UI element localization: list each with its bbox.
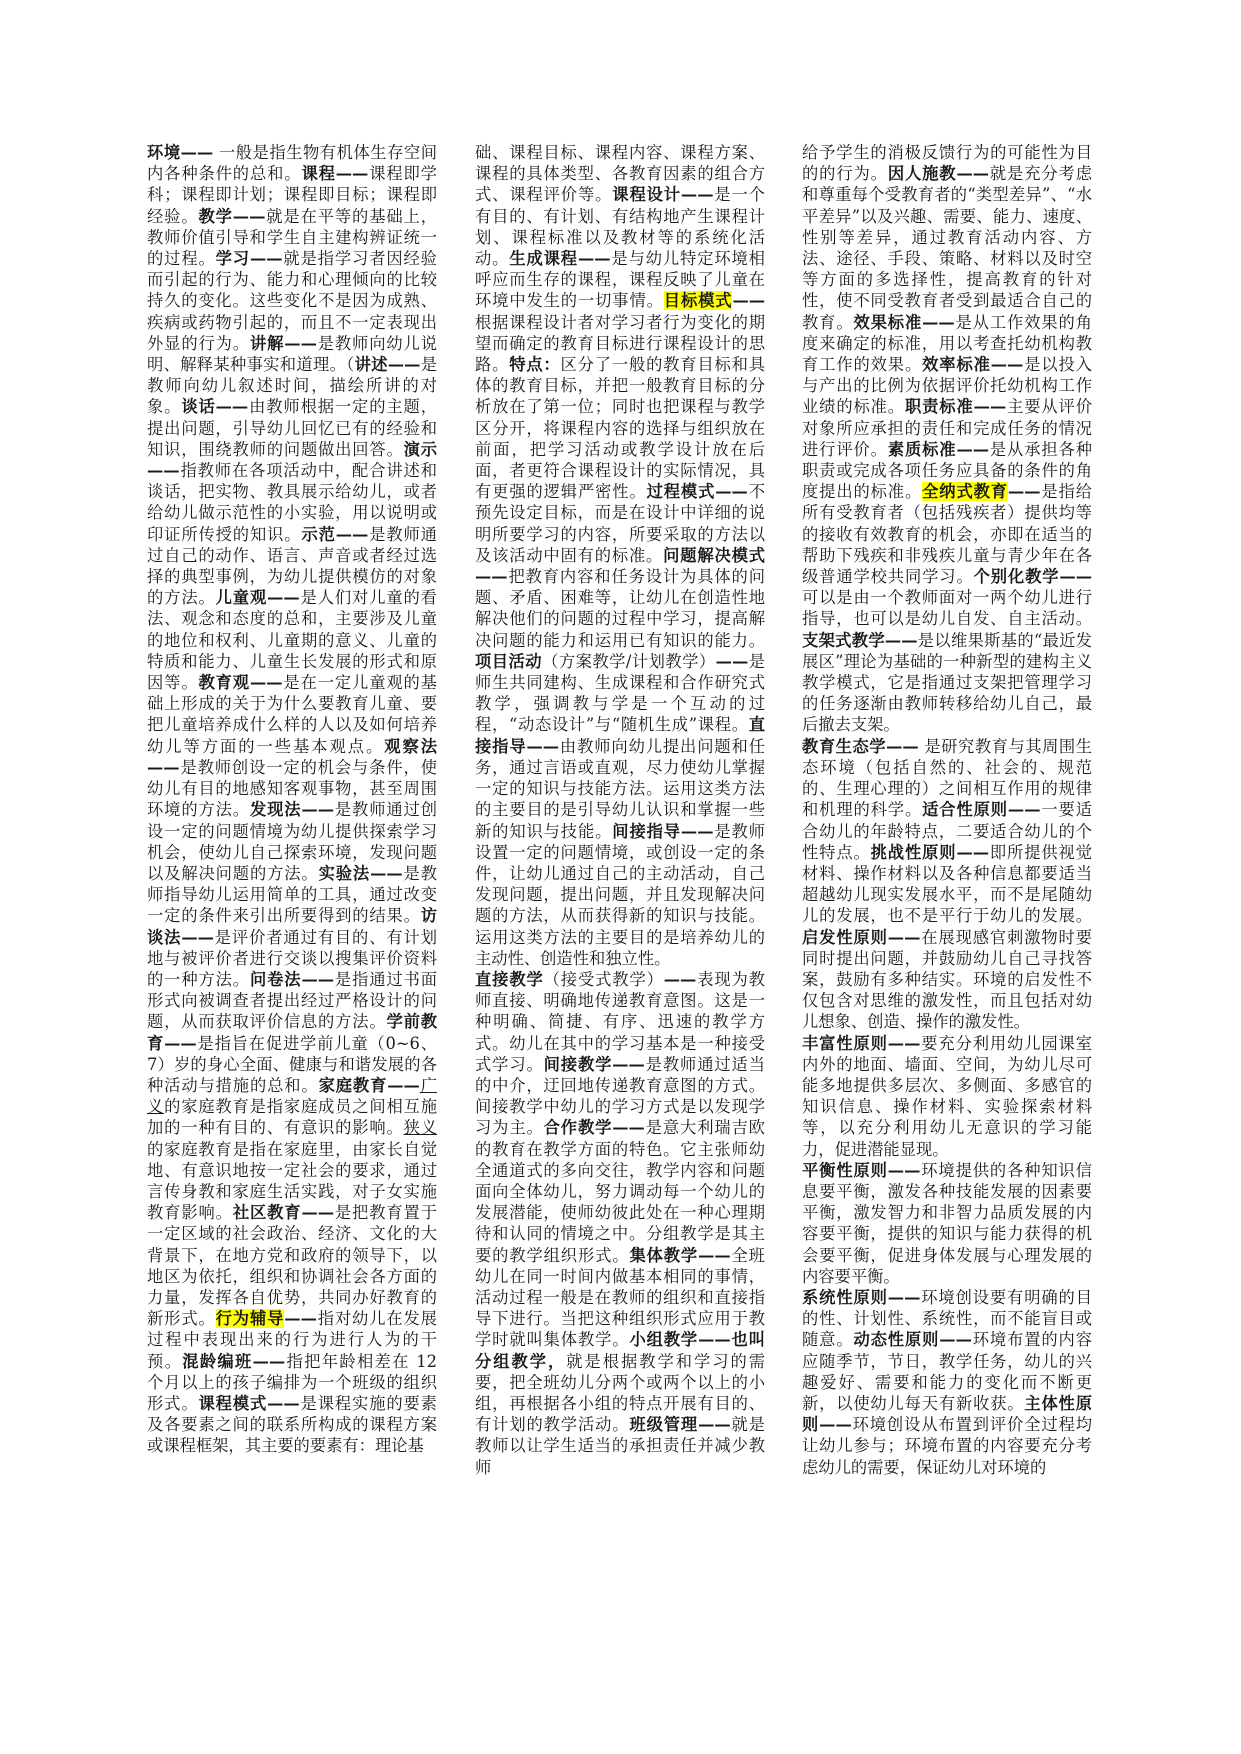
text-run: 把教育内容和任务设计为具体的问题、矛盾、困难等，让幼儿在创造性地解决他们的问题的过程中学习，提高解决问题的能力和运用已有知识的能力。 — [475, 567, 765, 650]
term-label: 教育观—— — [198, 673, 283, 693]
term-label: 直接教学 — [475, 969, 544, 989]
paragraph — [802, 1033, 1092, 1160]
highlighted-term: 目标模式 — [663, 291, 733, 311]
text-run: 表现为教师直接、明确地传递教育意图。这是一种明确、简捷、有序、迅速的教学方式。幼儿在其中的学习基本是一种接受式学习。 — [475, 969, 765, 1074]
term-label: 谈话—— — [181, 397, 249, 417]
term-label: 教育生态学—— — [802, 736, 919, 756]
term-label: —— — [715, 651, 749, 671]
text-run: 是指旨在促进学前儿童（0~6、7）岁的身心全面、健康与和谐发展的各种活动与措施的总和。 — [147, 1033, 437, 1095]
term-label: 挑战性原则—— — [870, 842, 990, 862]
text-run: 是指通过书面形式向被调查者提出经过严格设计的问题，从而获取评价信息的方法。 — [147, 969, 437, 1032]
text-run: 指把年龄相差在 12 个月以上的孩子编排为一个班级的组织形式。 — [147, 1351, 437, 1413]
term-label: 问卷法—— — [249, 969, 335, 989]
term-label: 访谈法—— — [147, 906, 437, 947]
term-label: 职责标准—— — [904, 397, 1007, 417]
term-label: 社区教育—— — [232, 1203, 335, 1223]
text-run: 要充分利用幼儿园课室内外的地面、墙面、空间，为幼儿尽可能多地提供多层次、多侧面、多感官的知识信息、操作材料、实验探索材料等，以充分利用幼儿无意识的学习能力，促进潜能显现。 — [802, 1033, 1092, 1159]
text-run: （方案教学/计划教学） — [542, 651, 716, 671]
term-label: 生成课程—— — [509, 249, 611, 269]
term-label: 观察法—— — [147, 736, 437, 777]
text-run: 是教师通过自己的动作、语言、声音或者经过选择的典型事例，为幼儿提供模仿的对象的方法。 — [147, 524, 437, 608]
term-label: 课程设计—— — [612, 185, 714, 205]
paragraph — [802, 142, 1092, 736]
term-label: 实验法—— — [318, 863, 403, 883]
text-run: 是师生共同建构、生成课程和合作研究式教学，强调教与学是一个互动的过程，“动态设计”与“随机生成”课程。 — [475, 651, 765, 735]
paragraph — [802, 1287, 1092, 1478]
paragraph — [802, 736, 1092, 1033]
text-run: 一要适合幼儿的年龄特点，二要适合幼儿的个性特点。 — [802, 800, 1092, 862]
term-label: 适合性原则—— — [922, 800, 1041, 820]
text-run: 是教师通过创设一定的问题情境为幼儿提供探索学习机会，使幼儿自己探索环境，发现问题以及解决问题的方法。 — [147, 800, 437, 883]
term-label: —— — [284, 1309, 317, 1329]
term-label: 间接指导—— — [612, 821, 714, 841]
term-label: 素质标准—— — [887, 439, 990, 459]
term-label: 学前教育—— — [147, 1012, 437, 1053]
underlined-text: 广义 — [147, 1075, 437, 1117]
term-label: 环境—— — [147, 143, 214, 162]
paragraph — [147, 142, 437, 1457]
term-label: 演示—— — [147, 439, 437, 481]
text-run: 的家庭教育是指在家庭里，由家长自觉地、有意识地按一定社会的要求，通过言传身教和家庭生活实践，对子女实施教育影响。 — [147, 1139, 437, 1223]
text-run: 即所提供视觉材料、操作材料以及各种信息都要适当超越幼儿现实发展水平，而不是尾随幼儿的发展，也不是平行于幼儿的发展。 — [802, 842, 1092, 926]
text-run: 础、课程目标、课程内容、课程方案、课程的具体类型、各教育因素的组合方式、课程评价等。 — [475, 143, 765, 205]
term-label: 集体教学—— — [629, 1245, 731, 1265]
text-run: 是教师指导幼儿运用简单的工具，通过改变一定的条件来引出所要得到的结果。 — [147, 863, 437, 926]
text-run: 环境创设从布置到评价全过程均让幼儿参与；环境布置的内容要充分考虑幼儿的需要，保证幼儿对环境的 — [802, 1415, 1092, 1477]
term-label: 发现法—— — [249, 800, 335, 820]
text-run: 可以是由一个教师面对一两个幼儿进行指导，也可以是幼儿自发、自主活动。 — [802, 588, 1092, 629]
term-label: 过程模式—— — [646, 482, 748, 502]
text-run: 是从承担各种职责或完成各项任务应具备的条件的角度提出的标准。 — [802, 439, 1092, 502]
term-label: 动态性原则—— — [853, 1330, 972, 1350]
text-run: 环境布置的内容应随季节，节日，教学任务，幼儿的兴趣爱好、需要和能力的变化而不断更新，以使幼儿每天有新收获。 — [802, 1330, 1092, 1413]
term-label: 班级管理—— — [629, 1415, 731, 1435]
text-run: 是人们对儿童的看法、观念和态度的总和，主要涉及儿童的地位和权利、儿童期的意义、儿童的特质和能力、儿童生长发展的形式和原因等。 — [147, 588, 437, 693]
paragraph — [802, 1160, 1092, 1287]
text-run: 是课程实施的要素及各要素之间的联系所构成的课程方案或课程框架，其主要的要素有：理论基 — [147, 1393, 437, 1456]
text-column-2 — [475, 142, 765, 1478]
text-run: 是教师向幼儿叙述时间，描绘所讲的对象。 — [147, 355, 437, 417]
text-run: 就是根据教学和学习的需要，把全班幼儿分两个或两个以上的小组，再根据各小组的特点开展有目的、有计划的教学活动。 — [475, 1351, 765, 1435]
text-run: 是一个有目的、有计划、有结构地产生课程计划、课程标准以及教材等的系统化活动。 — [475, 185, 765, 269]
text-run: 指对幼儿在发展过程中表现出来的行为进行人为的干预。 — [147, 1309, 437, 1371]
term-label: 课程模式—— — [198, 1393, 300, 1413]
term-label: 儿童观—— — [215, 588, 300, 608]
text-column-1 — [147, 142, 437, 1457]
highlighted-term: 全纳式教育 — [922, 482, 1008, 502]
text-run: 全班幼儿在同一时间内做基本相同的事情，活动过程一般是在教师的组织和直接指导下进行。当把这种组织形式应用于教学时就叫集体教学。 — [475, 1245, 765, 1350]
term-label: 主体性原则—— — [802, 1393, 1092, 1435]
term-label: 直接指导—— — [475, 715, 765, 756]
text-run: 指教师在各项活动中，配合讲述和谈话，把实物、教具展示给幼儿，或者给幼儿做示范性的小实验，用以说明或印证所传授的知识。 — [147, 461, 437, 544]
term-label: 学习—— — [215, 249, 283, 269]
text-run: 不预先设定目标，而是在设计中详细的说明所要学习的内容，所要采取的方法以及该活动中固有的标准。 — [475, 482, 765, 565]
paragraph — [475, 969, 765, 1478]
text-run: 一般是指生物有机体生存空间内各种条件的总和。 — [147, 143, 437, 184]
text-run: 是评价者通过有目的、有计划地与被评价者进行交谈以搜集评价资料的一种方法。 — [147, 927, 437, 989]
term-label: 特点： — [509, 355, 561, 375]
text-run: 是教师通过适当的中介，迂回地传递教育意图的方式。间接教学中幼儿的学习方式是以发现学习为主。 — [475, 1054, 765, 1138]
term-label: 混龄编班—— — [182, 1351, 286, 1371]
text-run: 的家庭教育是指家庭成员之间相互施加的一种有目的、有意识的影响。 — [147, 1097, 437, 1138]
text-run: 是把教育置于一定区域的社会政治、经济、文化的大背景下，在地方党和政府的领导下，以地区为依托，组织和协调社会各方面的力量，发挥各自优势，共同办好教育的新形式。 — [147, 1203, 437, 1329]
text-run: 环境创设要有明确的目的性、计划性、系统性，而不能盲目或随意。 — [802, 1287, 1092, 1350]
term-label: 系统性原则—— — [802, 1287, 921, 1307]
text-run: 由教师向幼儿提出问题和任务，通过言语或直观，尽力使幼儿掌握一定的知识与技能方法。运用这类方法的主要目的是引导幼儿认识和掌握一些新的知识与技能。 — [475, 736, 765, 841]
term-label: 支架式教学—— — [802, 630, 918, 650]
term-label: 教学—— — [198, 206, 266, 226]
text-run: 是从工作效果的角度来确定的标准，用以考查托幼机构教育工作的效果。 — [802, 312, 1092, 375]
text-run: 在展现感官刺激物时要同时提出问题，并鼓励幼儿自己寻找答案，鼓励有多种结实。环境的启发性不仅包含对思维的激发性，而且包括对幼儿想象、创造、操作的激发性。 — [802, 927, 1092, 1032]
text-run: 是教师创设一定的机会与条件，使幼儿有目的地感知客观事物，甚至周围环境的方法。 — [147, 757, 437, 820]
text-run: 区分了一般的教育目标和具体的教育目标，并把一般教育目标的分析放在了第一位；同时也把课程与教学区分开，将课程内容的选择与组织放在前面，把学习活动或教学设计放在后面，者更符合课程设计的实际情况，具有更强的逻辑严密性。 — [475, 355, 765, 502]
term-label: 家庭教育—— — [318, 1075, 420, 1095]
text-run: 给予学生的消极反馈行为的可能性为目的的行为。 — [802, 143, 1092, 184]
text-run: 就是充分考虑和尊重每个受教育者的“类型差异”、“水平差异”以及兴趣、需要、能力、速度、性别等差异，通过教育活动内容、方法、途径、手段、策略、材料以及时空等方面的多选择性，提高教育的针对性，使不同受教育者受到最适合自己的教育。 — [802, 164, 1092, 332]
text-run: 根据课程设计者对学习者行为变化的期望而确定的教育目标进行课程设计的思路。 — [475, 312, 765, 375]
term-label: 讲解—— — [249, 333, 317, 353]
term-label: 讲述—— — [354, 355, 421, 375]
term-label: 个别化教学—— — [973, 567, 1092, 587]
text-run: 是以投入与产出的比例为依据评价托幼机构工作业绩的标准。 — [802, 355, 1092, 417]
term-label: 示范—— — [301, 524, 369, 544]
term-label: 启发性原则—— — [802, 927, 921, 947]
term-label: 间接教学—— — [543, 1054, 645, 1074]
term-label: 效率标准—— — [922, 355, 1024, 375]
text-run: 是在一定儿童观的基础上形成的关于为什么要教育儿童、要把儿童培养成什么样的人以及如何培养幼儿等方面的一些基本观点。 — [147, 673, 437, 756]
paragraph — [475, 142, 765, 969]
term-label: 丰富性原则—— — [802, 1033, 921, 1053]
text-run: 是以维果斯基的“最近发展区”理论为基础的一种新型的建构主义教学模式，它是指通过支架把管理学习的任务逐渐由教师转移给幼儿自己，最后撤去支架。 — [802, 630, 1092, 735]
term-label: 项目活动 — [475, 651, 543, 671]
text-run: 就是指学习者因经验而引起的行为、能力和心理倾向的比较持久的变化。这些变化不是因为成熟、疾病或药物引起的，而且不一定表现出外显的行为。 — [147, 249, 437, 353]
text-run: （接受式教学） — [543, 969, 664, 989]
highlighted-term: 行为辅导 — [215, 1309, 285, 1329]
text-run: 主要从评价对象所应承担的责任和完成任务的情况进行评价。 — [802, 397, 1092, 459]
text-run: 是意大利瑞吉欧的教育在教学方面的特色。它主张师幼全通道式的多向交往，教学内容和问题面向全体幼儿，努力调动每一个幼儿的发展潜能，使师幼彼此处在一种心理期待和认同的情境之中。分组教学是其主要的教学组织形式。 — [475, 1118, 765, 1265]
text-run: 是教师向幼儿说明、解释某种事实和道理。（ — [147, 333, 437, 375]
text-run: 环境提供的各种知识信息要平衡，激发各种技能发展的因素要平衡，激发智力和非智力品质发展的内容要平衡，提供的知识与能力获得的机会要平衡，促进身体发展与心理发展的内容要平衡。 — [802, 1160, 1092, 1286]
text-run: 由教师根据一定的主题，提出问题，引导幼儿回忆已有的经验和知识，围绕教师的问题做出回答。 — [147, 397, 437, 459]
term-label: —— — [1007, 482, 1041, 502]
term-label: 问题解决模式—— — [475, 545, 765, 587]
text-run: 就是教师以让学生适当的承担责任并减少教师 — [475, 1415, 765, 1477]
underlined-text: 狭义 — [403, 1118, 437, 1138]
text-run: 课程即学科；课程即计划；课程即目标；课程即经验。 — [147, 164, 437, 226]
term-label: 合作教学—— — [543, 1118, 645, 1138]
term-label: 效果标准—— — [853, 312, 955, 332]
term-label: 因人施教—— — [887, 164, 990, 184]
text-run: 就是在平等的基础上，教师价值引导和学生自主建构辨证统一的过程。 — [147, 206, 437, 269]
text-run: 是与幼儿特定环境相呼应而生存的课程，课程反映了儿童在环境中发生的一切事情。 — [475, 249, 765, 311]
text-run: 是教师设置一定的问题情境，或创设一定的条件，让幼儿通过自己的主动活动，自己发现问题，提出问题，并且发现解决问题的方法，从而获得新的知识与技能。运用这类方法的主要目的是培养幼儿的主动性、创造性和独立性。 — [475, 821, 765, 968]
text-column-3 — [802, 142, 1092, 1478]
term-label: 小组教学——也叫分组教学， — [475, 1330, 765, 1371]
term-label: —— — [732, 291, 765, 311]
term-label: —— — [663, 969, 697, 989]
text-run: 是指给所有受教育者（包括残疾者）提供均等的接收有效教育的机会，亦即在适当的帮助下残疾和非残疾儿童与青少年在各级普通学校共同学习。 — [802, 482, 1092, 587]
term-label: 课程—— — [301, 164, 369, 184]
text-run: 是研究教育与其周围生态环境（包括自然的、社会的、规范的、生理心理的）之间相互作用的规律和机理的科学。 — [802, 736, 1092, 820]
term-label: 平衡性原则—— — [802, 1160, 921, 1180]
